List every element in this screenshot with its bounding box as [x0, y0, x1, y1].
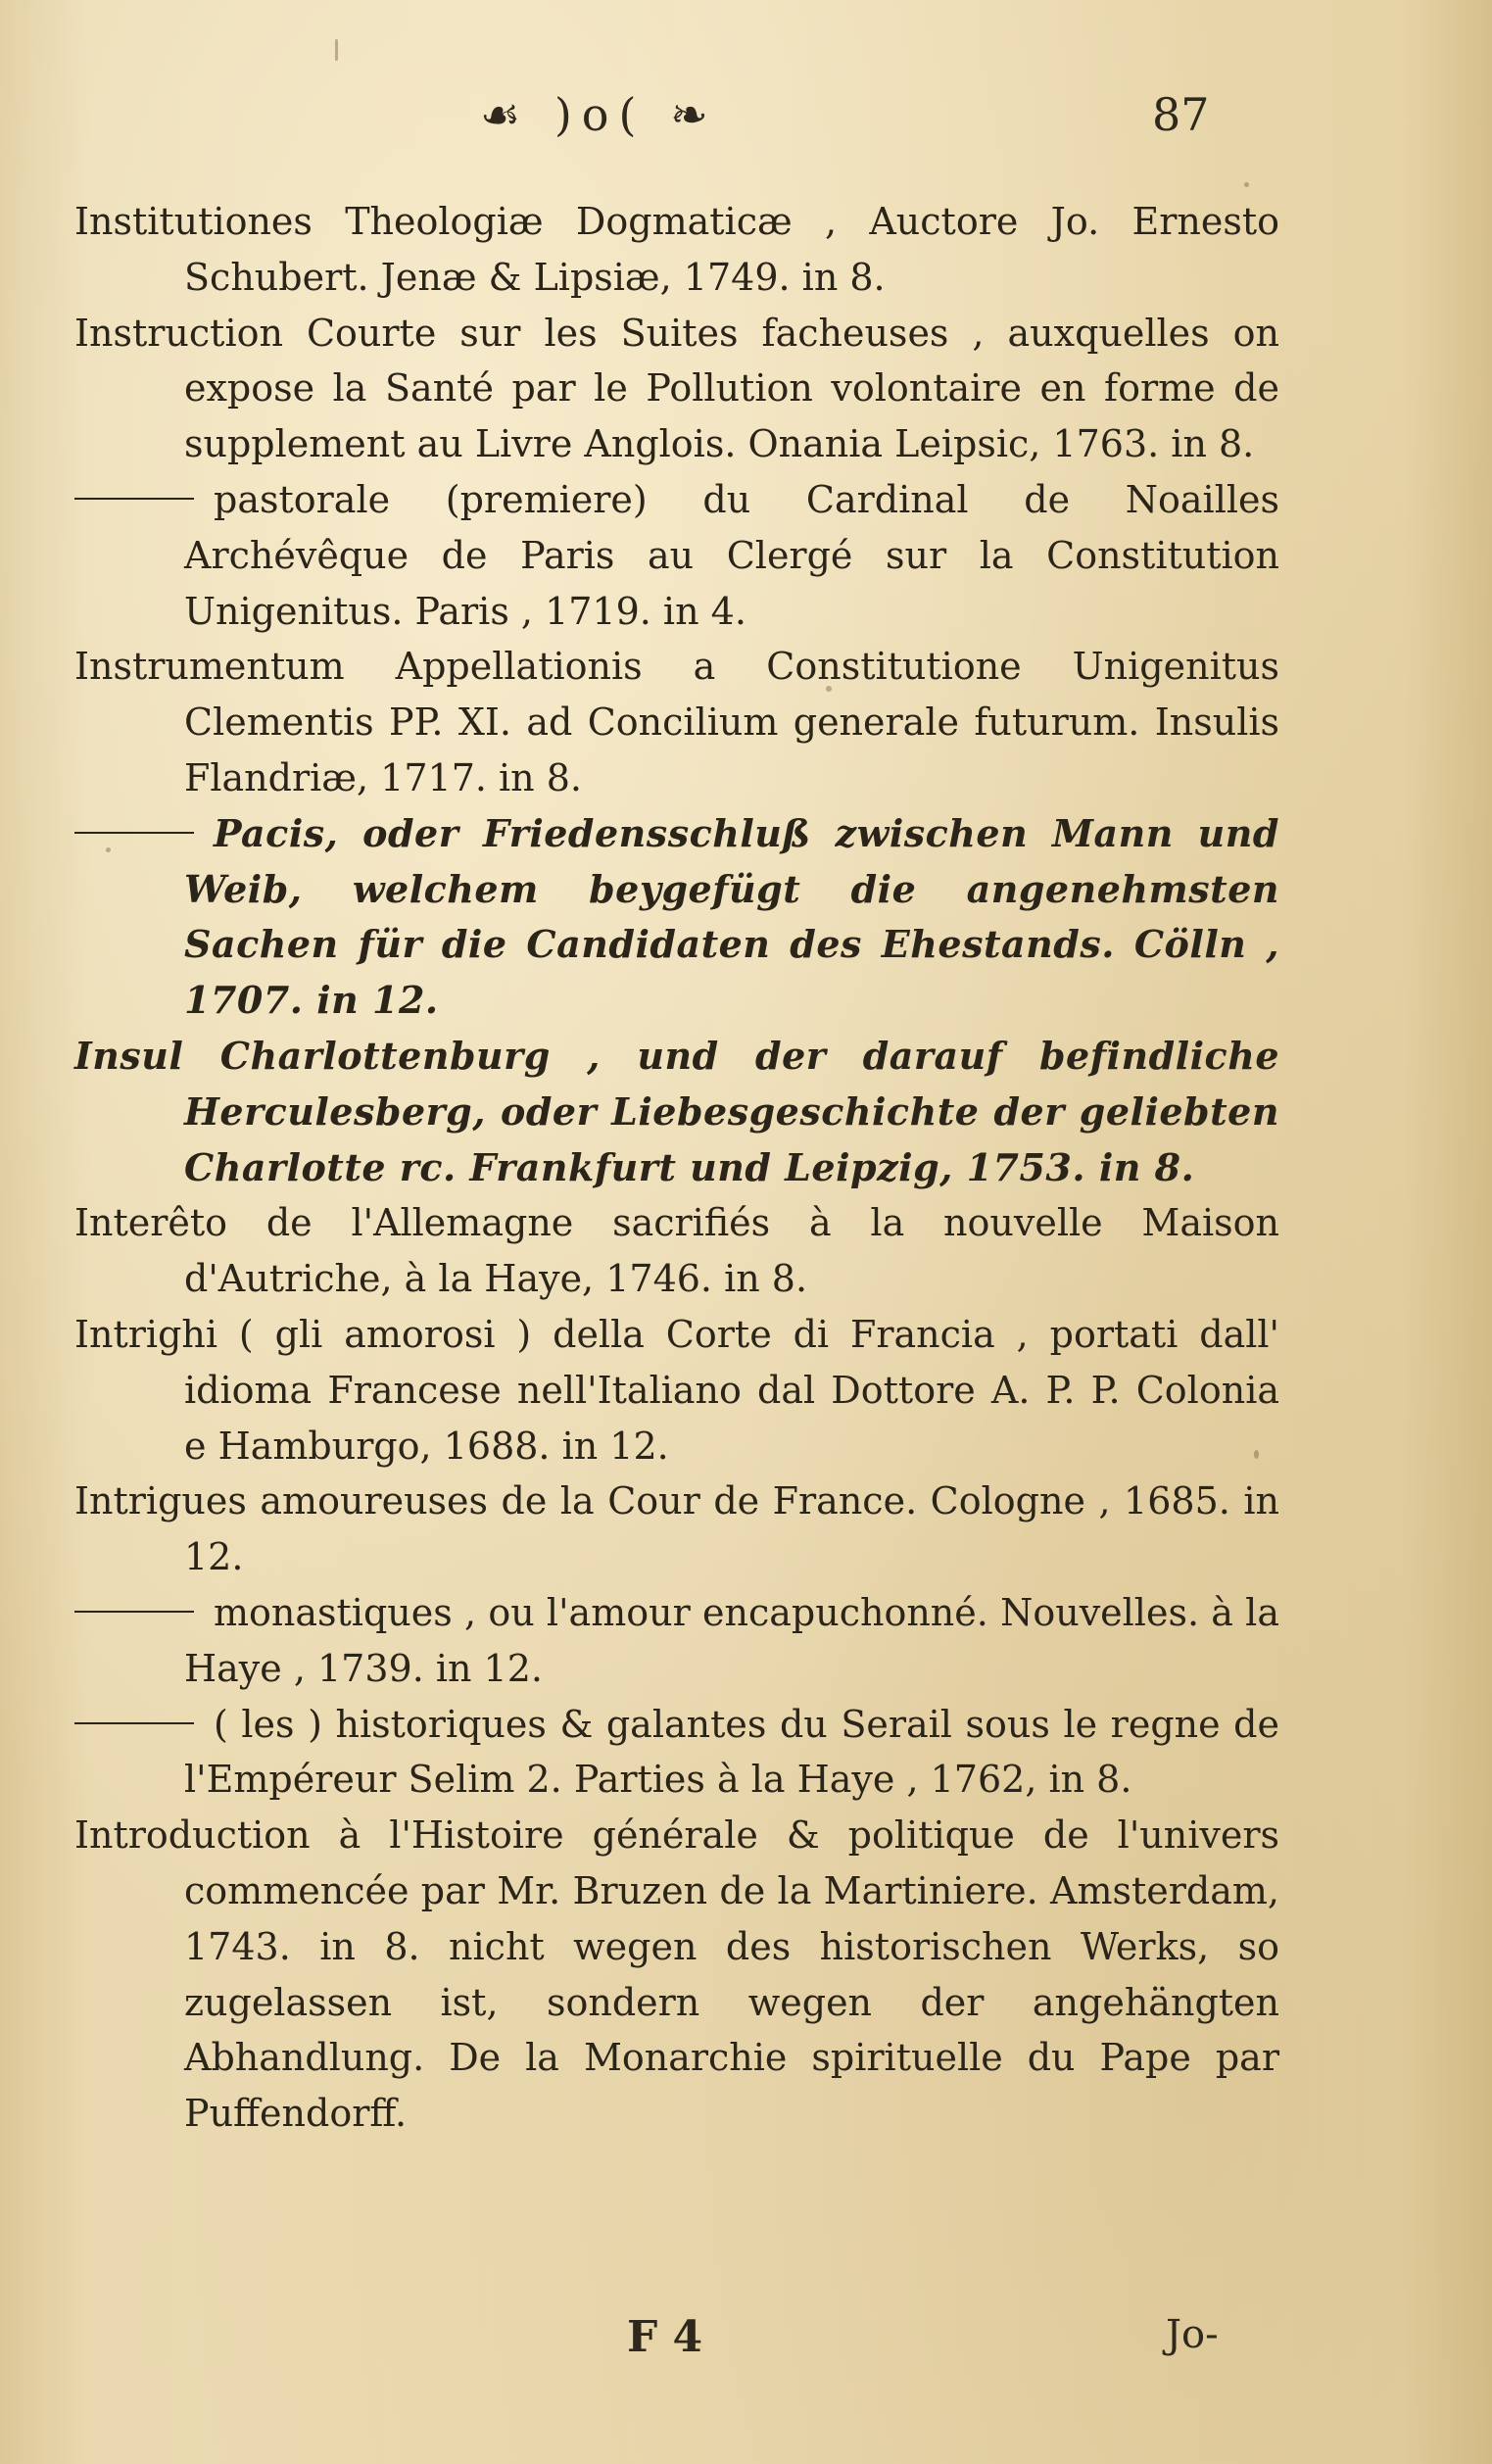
- entry-text: Instruction Courte sur les Suites facheuses , auxquelles on expose la Santé par le Pollution volontaire en forme de supplement au Livre Anglois. Onania Leipsic, 1763. in 8.: [74, 311, 1279, 466]
- page-footer: [0, 2312, 1492, 2381]
- paper-speck: [106, 847, 111, 852]
- entry-text: Interêto de l'Allemagne sacrifiés à la nouvelle Maison d'Autriche, à la Haye, 1746. in 8.: [74, 1201, 1279, 1301]
- page-number: 87: [1152, 88, 1210, 141]
- bibliography-entry: [74, 472, 1279, 639]
- entry-text: pastorale (premiere) du Cardinal de Noailles Archévêque de Paris au Clergé sur la Constitution Unigenitus. Paris , 1719. in 4.: [184, 477, 1279, 633]
- bibliography-entry: [74, 1808, 1279, 2142]
- bibliography-entry: [74, 1195, 1279, 1307]
- page-header: [0, 80, 1492, 159]
- signature-mark: F 4: [627, 2312, 703, 2362]
- entry-text: ( les ) historiques & galantes du Serail sous le regne de l'Empéreur Selim 2. Parties à la Haye , 1762, in 8.: [184, 1702, 1279, 1802]
- entry-text: Introduction à l'Histoire générale & politique de l'univers commencée par Mr. Bruzen de la Martiniere. Amsterdam, 1743. in 8. nicht wegen des historischen Werks, so zugelassen ist, sondern wegen der angehängten Abhandlung. De la Monarchie spirituelle du Pape par Puffendorff.: [74, 1813, 1279, 2136]
- bibliography-entry: [74, 1307, 1279, 1474]
- bibliography-entry: [74, 639, 1279, 805]
- catchword: Jo-: [1166, 2312, 1219, 2357]
- ditto-dash: [74, 1722, 194, 1724]
- bibliography-entry: [74, 194, 1279, 306]
- entry-text: Institutiones Theologiæ Dogmaticæ , Auctore Jo. Ernesto Schubert. Jenæ & Lipsiæ, 1749. in 8.: [74, 200, 1279, 299]
- bibliography-list: [74, 194, 1279, 2142]
- bibliography-entry: [74, 806, 1279, 1029]
- bibliography-entry: [74, 1585, 1279, 1697]
- paper-speck: [1254, 1450, 1259, 1459]
- header-ornament: ☙ )o( ❧: [480, 88, 718, 141]
- paper-speck: [826, 686, 832, 692]
- paper-speck: [1244, 182, 1249, 187]
- entry-text: Insul Charlottenburg , und der darauf befindliche Herculesberg, oder Liebesgeschichte der geliebten Charlotte rc. Frankfurt und Leipzig, 1753. in 8.: [74, 1033, 1279, 1189]
- bibliography-entry: [74, 1029, 1279, 1195]
- ditto-dash: [74, 498, 194, 500]
- bibliography-entry: [74, 1697, 1279, 1809]
- ditto-dash: [74, 1611, 194, 1613]
- ditto-dash: [74, 832, 194, 834]
- entry-text: Intrighi ( gli amorosi ) della Corte di Francia , portati dall' idioma Francese nell'Italiano dal Dottore A. P. P. Colonia e Hamburgo, 1688. in 12.: [74, 1312, 1279, 1468]
- entry-text: monastiques , ou l'amour encapuchonné. Nouvelles. à la Haye , 1739. in 12.: [184, 1590, 1279, 1690]
- paper-speck: [335, 39, 338, 61]
- entry-text: Instrumentum Appellationis a Constitutione Unigenitus Clementis PP. XI. ad Concilium generale futurum. Insulis Flandriæ, 1717. in 8.: [74, 645, 1279, 799]
- entry-text: Pacis, oder Friedensschluß zwischen Mann und Weib, welchem beygefügt die angenehmsten Sachen für die Candidaten des Ehestands. Cölln , 1707. in 12.: [184, 810, 1279, 1023]
- bibliography-entry: [74, 306, 1279, 472]
- bibliography-entry: [74, 1474, 1279, 1585]
- entry-text: Intrigues amoureuses de la Cour de France. Cologne , 1685. in 12.: [74, 1479, 1279, 1579]
